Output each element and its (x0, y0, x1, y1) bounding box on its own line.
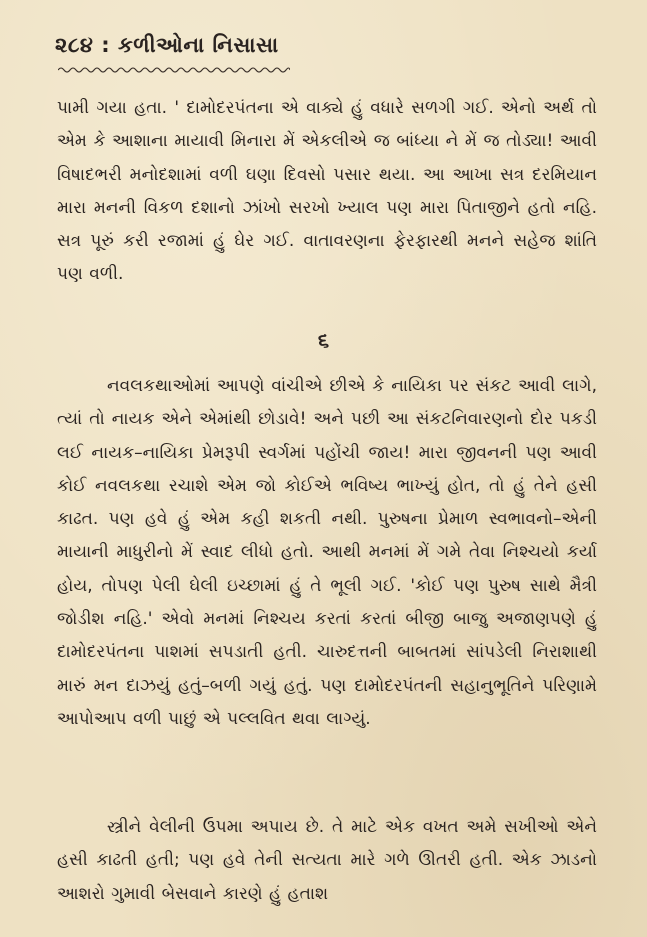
header-separator: : (101, 33, 111, 57)
paragraph-continued (57, 92, 597, 292)
paragraph-novels (57, 370, 597, 736)
section-number: ૬ (317, 328, 330, 352)
header-ornament-rule (58, 66, 290, 74)
paragraph-text: સ્ત્રીને વેલીની ઉપમા અપાય છે. તે માટે એક વખત અમે સખીઓ એને હસી કાઢતી હતી; પણ હવે તેની સત્યતા મારે ગળે ઊતરી હતી. એક ઝાડનો આશરો ગુમાવી બેસવાને કારણે હું હતાશ (57, 817, 597, 904)
paragraph-text: પામી ગયા હતા. ' દામોદરપંતના એ વાક્યે હું વધારે સળગી ગઈ. એનો અર્થ તો એમ કે આશાના માયાવી મિનારા મેં એકલીએ જ બાંધ્યા ને મેં જ તોડ્યા! આવી વિષાદભરી મનોદશામાં વળી ઘણા દિવસો પસાર થયા. આ આખા સત્ર દરમિયાન મારા મનની વિકળ દશાનો ઝાંખો સરખો ખ્યાલ પણ મારા પિતાજીને હતો નહિ. સત્ર પૂરું કરી રજામાં હું ઘેર ગઈ. વાતાવરણના ફેરફારથી મનને સહેજ શાંતિ પણ વળી. (57, 98, 597, 285)
paragraph-text: નવલકથાઓમાં આપણે વાંચીએ છીએ કે નાયિકા પર સંકટ આવી લાગે, ત્યાં તો નાયક એને એમાંથી છોડાવે! અને પછી આ સંકટનિવારણનો દોર પકડી લઈ નાયક–નાયિકા પ્રેમરૂપી સ્વર્ગમાં પહોંચી જાય! મારા જીવનની પણ આવી કોઈ નવલકથા રચાશે એમ જો કોઈએ ભવિષ્ય ભાખ્યું હોત, તો હું તેને હસી કાઢત. પણ હવે હું એમ કહી શકતી નથી. પુરુષના પ્રેમાળ સ્વભાવનો–એની માયાની માધુરીનો મેં સ્વાદ લીધો હતો. આથી મનમાં મેં ગમે તેવા નિશ્ચયો કર્યા હોય, તોપણ પેલી ઘેલી ઇચ્છામાં હું તે ભૂલી ગઈ. 'કોઈ પણ પુરુષ સાથે મૈત્રી જોડીશ નહિ.' એવો મનમાં નિશ્ચય કરતાં કરતાં બીજી બાજુ અજાણપણે હું દામોદરપંતના પાશમાં સપડાતી હતી. ચારુદત્તની બાબતમાં સાંપડેલી નિરાશાથી મારું મન દાઝયું હતું–બળી ગયું હતું. પણ દામોદરપંતની સહાનુભૂતિને પરિણામે આપોઆપ વળી પાછું એ પલ્લવિત થવા લાગ્યું. (57, 376, 597, 729)
page-number: ૨૮૪ (55, 33, 94, 57)
running-header (55, 33, 279, 58)
paragraph-vine-metaphor (57, 811, 597, 911)
book-title: કળીઓના નિસાસા (117, 33, 279, 57)
